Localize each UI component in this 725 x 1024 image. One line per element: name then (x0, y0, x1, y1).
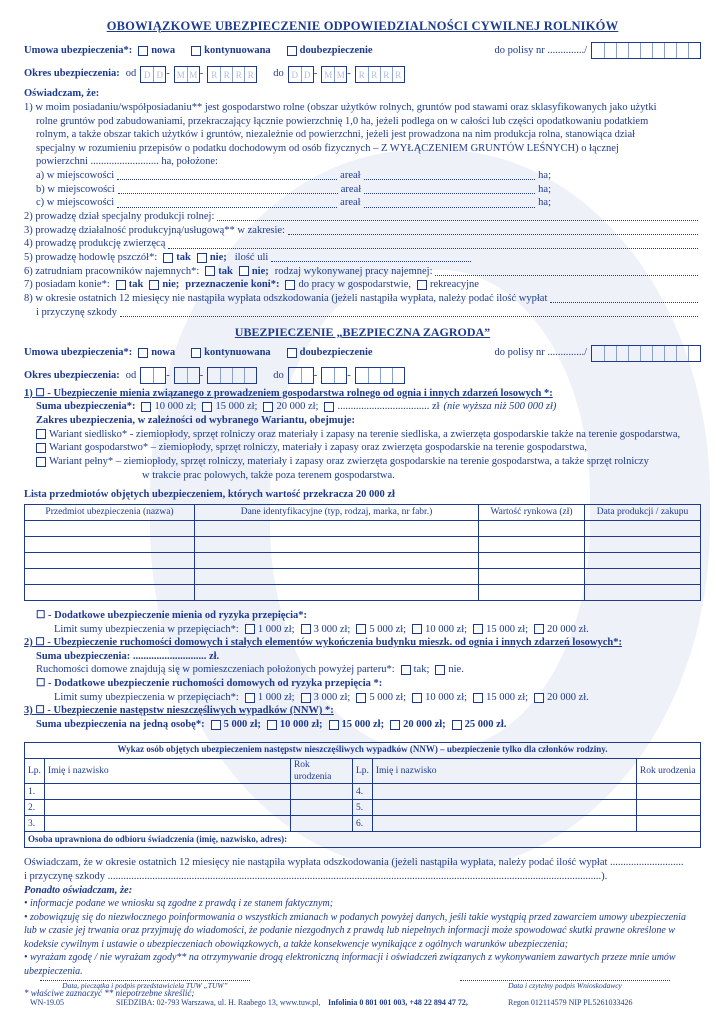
kontynuowana-checkbox[interactable] (191, 46, 201, 56)
konie-praca-checkbox[interactable] (285, 280, 295, 290)
suma-15000-checkbox[interactable] (202, 402, 212, 412)
oswiadczam-heading: Oświadczam, że: (24, 88, 100, 100)
doubezpieczenie-checkbox[interactable] (287, 46, 297, 56)
date-from-month[interactable]: M M (174, 66, 200, 83)
option-1-mienie[interactable]: 1) ☐ - Ubezpieczenie mienia związanego z prowadzeniem gospodarstwa rolnego od ognia i innych zdarzeń losowych *: (24, 387, 553, 399)
point-5: 5) prowadzę hodowlę pszczół*: tak nie; ilość uli (24, 251, 701, 265)
konie-rekreacja-checkbox[interactable] (417, 280, 427, 290)
okres-row-2: Okres ubezpieczenia: od - - do - - (24, 365, 701, 387)
pszczoly-tak-checkbox[interactable] (163, 253, 173, 263)
pszczoly-nie-checkbox[interactable] (197, 253, 207, 263)
option-3-nnw[interactable]: 3) ☐ - Ubezpieczenie następstw nieszczęśliwych wypadków (NNW) *: (24, 705, 334, 717)
statement-list: • informacje podane we wniosku są zgodne z prawdą i ze stanem faktycznym; • zobowiązuję się do niezwłocznego poinformowania o wszystkich zmianach w podanych powyżej danych, jeśli takie wystąpią przed zawarciem umowy ubezpieczenia lub w czasie jej trwania oraz przyjmuję do wiadomości, że podanie niezgodnych z prawdą lub niepełnych informacji może spowodować skutki prawne określone w kodeksie cywilnym i ustawie o ubezpieczeniach obowiązkowych, a także konsekwencje wynikające z ogólnych warunków ubezpieczenia; • wyrażam zgodę / nie wyrażam zgody** na otrzymywanie drogą elektroniczną informacji i oświadczeń związanych z wykonywaniem zawartych przeze mnie umów ubezpieczenia. (24, 898, 686, 977)
wariant-siedlisko-checkbox[interactable] (36, 429, 46, 439)
suma-20000-checkbox[interactable] (263, 402, 273, 412)
date-to-day[interactable]: D D (288, 66, 314, 83)
table-row: 1. 4. (25, 784, 701, 800)
date2-to-day[interactable] (288, 367, 314, 384)
table-row: 2. 5. (25, 800, 701, 816)
wariant-gospodarstwo-checkbox[interactable] (36, 443, 46, 453)
lista-heading: Lista przedmiotów objętych ubezpieczeniem, których wartość przekracza 20 000 zł (24, 489, 395, 501)
suma-other-checkbox[interactable] (324, 402, 334, 412)
pracownicy-nie-checkbox[interactable] (239, 266, 249, 276)
date2-from-day[interactable] (140, 367, 166, 384)
table-row (25, 536, 701, 552)
nnw-table: Wykaz osób objętych ubezpieczeniem następstw nieszczęśliwych wypadków (NNW) – ubezpieczenie tylko dla członków rodziny. Lp. Imię i nazwisko Rok urodzenia Lp. Imię i nazwisko Rok urodzenia 1. 4. 2. 5. 3. 6. Osoba uprawniona do odbioru świadczenia (imię, nazwisko, adres): (24, 742, 701, 849)
table-row (25, 552, 701, 568)
oswiadczenie-wyplata: Oświadczam, że w okresie ostatnich 12 miesięcy nie nastąpiła wypłata odszkodowania (jeżeli nastąpiła wypłata, należy podać ilość wypłat ............................ i przyczynę szkody ............................................................................................................................................................................................). (24, 857, 684, 882)
okres-row: Okres ubezpieczenia: od D D - M M - R R R R do D D - M M - R R R R (24, 63, 701, 85)
dodatkowe-przepiecie-1[interactable]: ☐ - Dodatkowe ubezpieczenie mienia od ryzyka przepięcia*: (36, 609, 307, 621)
kontynuowana-checkbox-2[interactable] (191, 348, 201, 358)
wariant-pelny-checkbox[interactable] (36, 457, 46, 467)
option-2-ruchomosci[interactable]: 2) ☐ - Ubezpieczenie ruchomości domowych i stałych elementów wykończenia budynku mieszk. od ognia i innych zdarzeń losowych*: (24, 637, 622, 649)
konie-nie-checkbox[interactable] (149, 280, 159, 290)
point-7: 7) posiadam konie*: tak nie; przeznaczenie koni*: do pracy w gospodarstwie, rekreacyjne (24, 279, 479, 291)
items-table: Przedmiot ubezpieczenia (nazwa) Dane identyfikacyjne (typ, rodzaj, marka, nr fabr.) Wartość rynkowa (zł) Data produkcji / zakupu (24, 504, 701, 601)
point-3: 3) prowadzę działalność produkcyjną/usługową** w zakresie: (24, 224, 701, 238)
table-row: 3. 6. (25, 816, 701, 832)
suma-10000-checkbox[interactable] (141, 402, 151, 412)
table-row (25, 520, 701, 536)
date-to-year[interactable]: R R R R (355, 66, 405, 83)
point-6: 6) zatrudniam pracowników najemnych*: tak nie; rodzaj wykonywanej pracy najemnej: (24, 265, 701, 279)
policy-number-field[interactable] (591, 42, 701, 59)
umowa-row: Umowa ubezpieczenia*: nowa kontynuowana doubezpieczenie do polisy nr ............../ (24, 42, 701, 59)
date-from-year[interactable]: R R R R (207, 66, 257, 83)
doubezpieczenie-checkbox-2[interactable] (287, 348, 297, 358)
date2-from-year[interactable] (207, 367, 257, 384)
date2-to-month[interactable] (321, 367, 347, 384)
umowa-row-2: Umowa ubezpieczenia*: nowa kontynuowana doubezpieczenie do polisy nr ............../ (24, 345, 701, 362)
konie-tak-checkbox[interactable] (116, 280, 126, 290)
nowa-checkbox-2[interactable] (138, 348, 148, 358)
table-row (25, 584, 701, 600)
point-4: 4) prowadzę produkcję zwierzęcą (24, 237, 701, 251)
point-1: 1) w moim posiadaniu/współposiadaniu** jest gospodarstwo rolne (obszar użytków rolnych, gruntów pod stawami oraz sklasyfikowanych jako użytki rolne gruntów pod zabudowaniami, przekraczający łącznie powierzchnię 1,0 ha, jeżeli podlega on w całości lub części opodatkowaniu podatkiem rolnym, a także obszar takich użytków i gruntów, niezależnie od powierzchni, jeżeli jest prowadzona na nim produkcja rolna, stanowiąca dział specjalny w rozumieniu przepisów o podatku dochodowym od osób fizycznych – Z WYŁĄCZENIEM GRUNTÓW LEŚNYCH) o łącznej powierzchni .......................... ha, położone: a) w miejscowości areał ha; b) w miejscowości areał ha; c) w miejscowości areał ha; (24, 101, 657, 209)
pracownicy-tak-checkbox[interactable] (205, 266, 215, 276)
date2-to-year[interactable] (355, 367, 405, 384)
dodatkowe-przepiecie-2[interactable]: ☐ - Dodatkowe ubezpieczenie ruchomości domowych od ryzyka przepięcia *: (36, 678, 383, 690)
date-from-day[interactable]: D D (140, 66, 166, 83)
nowa-checkbox[interactable] (138, 46, 148, 56)
suma-row: Suma ubezpieczenia*: 10 000 zł; 15 000 zł; 20 000 zł; ................................... zł (nie wyższa niż 500 000 zł) (36, 401, 557, 413)
point-2: 2) prowadzę dział specjalny produkcji rolnej: (24, 210, 701, 224)
policy-number-field-2[interactable] (591, 345, 701, 362)
section-title-bezpieczna-zagroda: UBEZPIECZENIE „BEZPIECZNA ZAGRODA” (234, 325, 491, 340)
date-to-month[interactable]: M M (321, 66, 347, 83)
point-8: 8) w okresie ostatnich 12 miesięcy nie nastąpiła wypłata odszkodowania (jeżeli nastąpiła wypłata, należy podać ilość wypłat (24, 292, 701, 306)
form-title: OBOWIĄZKOWE UBEZPIECZENIE ODPOWIEDZIALNOŚCI CYWILNEJ ROLNIKÓW (106, 19, 619, 33)
date2-from-month[interactable] (174, 367, 200, 384)
table-row (25, 568, 701, 584)
